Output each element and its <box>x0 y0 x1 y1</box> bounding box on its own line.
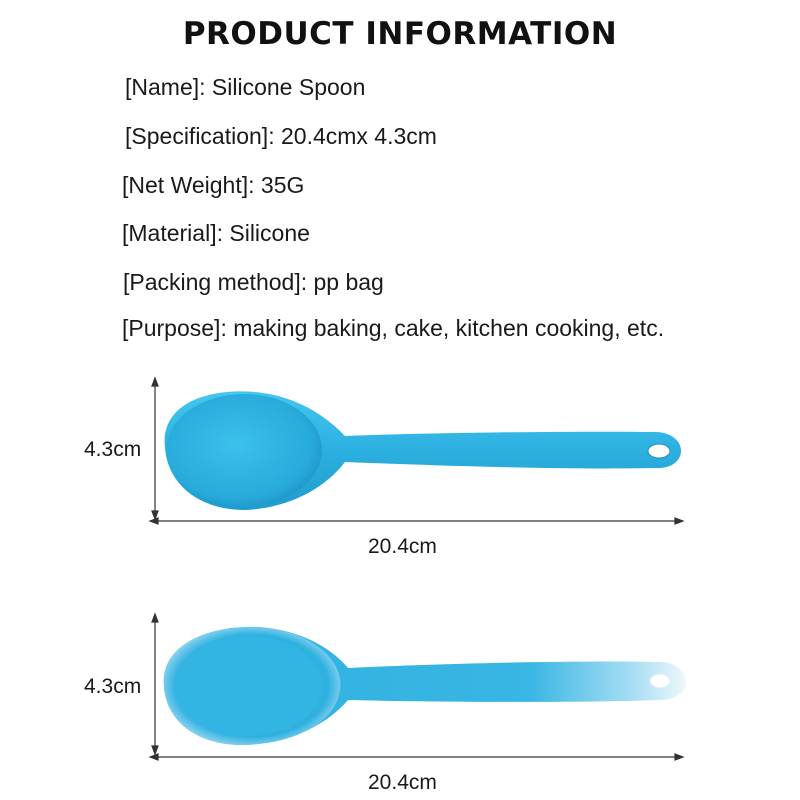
page-title: PRODUCT INFORMATION <box>182 16 618 52</box>
spoon-translucent-bowl <box>174 636 322 736</box>
spoon-solid-bowl <box>166 394 322 506</box>
spoon-translucent-hole <box>650 674 670 688</box>
spec-net-weight: [Net Weight]: 35G <box>122 172 305 198</box>
spoon-solid <box>165 391 681 510</box>
spec-packing-method: [Packing method]: pp bag <box>123 269 384 295</box>
spoon-translucent <box>164 627 686 745</box>
spoon-solid-height-label: 4.3cm <box>84 438 142 461</box>
spoon-solid-hole <box>648 444 670 458</box>
spoon-translucent-length-label: 20.4cm <box>368 771 437 794</box>
spoon-translucent-height-label: 4.3cm <box>84 675 142 698</box>
spec-name: [Name]: Silicone Spoon <box>125 74 366 100</box>
spec-material: [Material]: Silicone <box>122 220 310 246</box>
spoon-solid-length-label: 20.4cm <box>368 535 437 558</box>
spec-specification: [Specification]: 20.4cmx 4.3cm <box>125 123 437 149</box>
spec-purpose: [Purpose]: making baking, cake, kitchen cooking, etc. <box>122 315 665 341</box>
